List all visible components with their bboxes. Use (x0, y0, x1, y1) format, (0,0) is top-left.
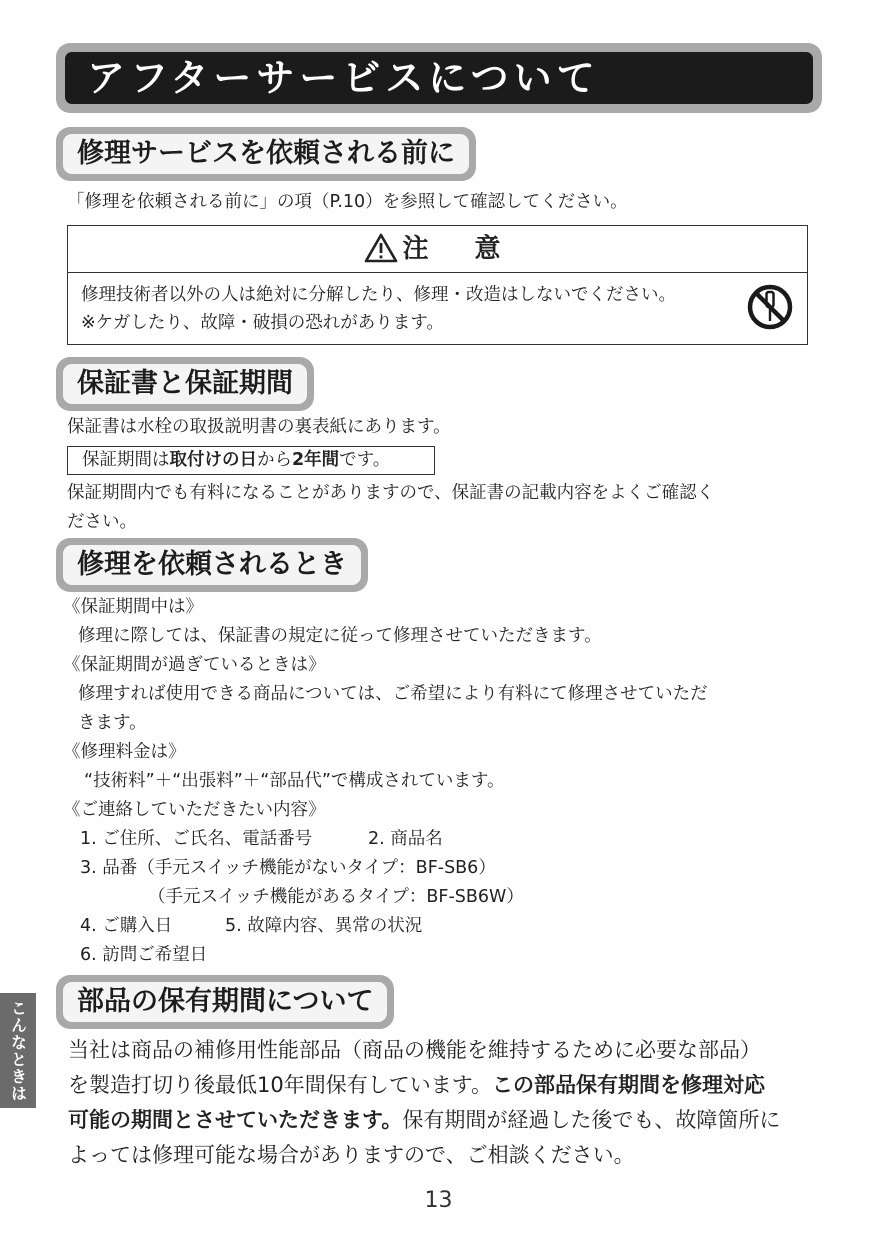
caution-box (67, 225, 808, 345)
parts-emphasis: この部品保有期間を修理対応 (492, 1073, 766, 1097)
page-title-banner (56, 43, 822, 113)
parts-line (68, 1068, 765, 1103)
subheading: 《保証期間が過ぎているときは》 (63, 655, 326, 675)
body-line: きます。 (78, 713, 147, 733)
parts-line (68, 1103, 780, 1138)
parts-line: 当社は商品の補修用性能部品（商品の機能を維持するために必要な部品） (68, 1038, 761, 1062)
parts-emphasis: 可能の期間とさせていただきます。 (68, 1108, 403, 1132)
caution-heading-text: 注 意 (402, 234, 511, 264)
body-line: 修理に際しては、保証書の規定に従って修理させていただきます。 (78, 626, 602, 646)
parts-text: を製造打切り後最低10年間保有しています。 (68, 1073, 493, 1097)
subheading: 《ご連絡していただきたい内容》 (63, 800, 326, 820)
contact-item: 1. ご住所、ご氏名、電話番号 (80, 829, 313, 849)
page-number: 13 (424, 1188, 453, 1213)
no-disassembly-icon (747, 284, 793, 330)
contact-item: （手元スイッチ機能があるタイプ：BF-SB6W） (148, 887, 524, 907)
warranty-duration-text: 2年間 (292, 450, 340, 470)
subheading: 《修理料金は》 (63, 742, 186, 762)
caution-heading (68, 226, 807, 273)
contact-item: 2. 商品名 (368, 829, 443, 849)
contact-item: 4. ご購入日 (80, 916, 173, 936)
caution-note: ※ケガしたり、故障・破損の恐れがあります。 (81, 313, 444, 333)
section-heading-text: 部品の保有期間について (63, 982, 387, 1022)
warranty-note-line: ださい。 (67, 512, 137, 532)
warranty-period-text: です。 (339, 450, 391, 470)
caution-line: 修理技術者以外の人は絶対に分解したり、修理・改造はしないでください。 (81, 285, 676, 305)
section-heading-warranty (56, 357, 314, 411)
warranty-note-line: 保証期間内でも有料になることがありますので、保証書の記載内容をよくご確認く (67, 483, 715, 503)
warning-triangle-icon (364, 233, 398, 263)
body-line: “技術料”＋“出張料”＋“部品代”で構成されています。 (84, 771, 505, 791)
section-heading-text: 修理サービスを依頼される前に (63, 134, 469, 174)
contact-item: 3. 品番（手元スイッチ機能がないタイプ：BF-SB6） (80, 858, 496, 878)
warranty-period-text: から (257, 450, 292, 470)
parts-text: 保有期間が経過した後でも、故障箇所に (402, 1108, 781, 1132)
caution-body (81, 281, 676, 337)
section-heading-text: 保証書と保証期間 (63, 364, 307, 404)
body-line: 修理すれば使用できる商品については、ご希望により有料にて修理させていただ (78, 684, 708, 704)
section-heading-before-repair (56, 127, 476, 181)
contact-item: 6. 訪問ご希望日 (80, 945, 208, 965)
warranty-period-box (67, 446, 435, 475)
side-index-tab: こんなときは (0, 993, 36, 1108)
subheading: 《保証期間中は》 (63, 597, 203, 617)
warranty-period-text: 保証期間は (82, 450, 170, 470)
parts-line: よっては修理可能な場合がありますので、ご相談ください。 (68, 1143, 635, 1167)
contact-item: 5. 故障内容、異常の状況 (225, 916, 423, 936)
warranty-start-text: 取付けの日 (169, 450, 257, 470)
before-repair-text: 「修理を依頼される前に」の項（P.10）を参照して確認してください。 (67, 192, 628, 212)
page-title: アフターサービスについて (65, 52, 813, 104)
section-heading-text: 修理を依頼されるとき (63, 545, 361, 585)
section-heading-parts-period (56, 975, 394, 1029)
warranty-location-text: 保証書は水栓の取扱説明書の裏表紙にあります。 (67, 417, 451, 437)
section-heading-request-repair (56, 538, 368, 592)
